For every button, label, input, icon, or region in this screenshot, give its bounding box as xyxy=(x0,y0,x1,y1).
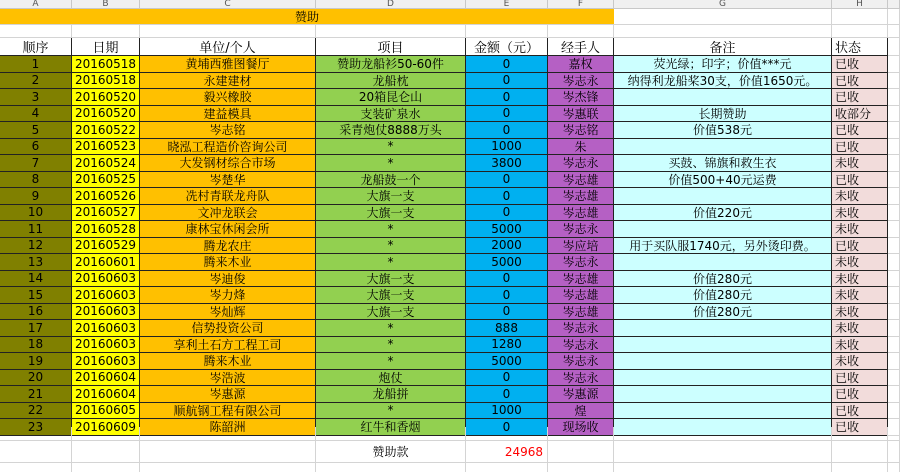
cell-unit[interactable]: 冼村青联龙舟队 xyxy=(140,188,316,205)
cell-status[interactable]: 未收 xyxy=(832,155,888,172)
table-row xyxy=(0,337,900,354)
cell-status[interactable]: 未收 xyxy=(832,304,888,321)
table-row xyxy=(0,238,900,255)
cell-date[interactable]: 20160604 xyxy=(72,386,140,403)
column-header-a[interactable]: A xyxy=(0,0,72,9)
cell-date[interactable]: 20160525 xyxy=(72,172,140,189)
cell-item[interactable]: 龙船枕 xyxy=(316,73,466,90)
empty-cell xyxy=(888,221,900,238)
empty-cell xyxy=(888,271,900,288)
cell-unit[interactable]: 岑惠源 xyxy=(140,386,316,403)
cell-seq[interactable]: 16 xyxy=(0,304,72,321)
empty-cell xyxy=(888,38,900,56)
column-header-row xyxy=(0,0,900,9)
cell-date[interactable]: 20160603 xyxy=(72,304,140,321)
cell-amount[interactable]: 3800 xyxy=(466,155,548,172)
cell-amount[interactable]: 0 xyxy=(466,205,548,222)
cell-amount[interactable]: 0 xyxy=(466,188,548,205)
cell-date[interactable]: 20160523 xyxy=(72,139,140,156)
empty-cell[interactable] xyxy=(72,463,140,472)
empty-cell[interactable] xyxy=(140,463,316,472)
cell-item[interactable]: * xyxy=(316,320,466,337)
cell-amount[interactable]: 888 xyxy=(466,320,548,337)
empty-cell xyxy=(888,254,900,271)
empty-cell[interactable] xyxy=(140,441,316,463)
empty-cell[interactable] xyxy=(466,427,548,441)
cell-note[interactable]: 用于买队服1740元，另外烫印费。 xyxy=(614,238,832,255)
cell-seq[interactable]: 11 xyxy=(0,221,72,238)
table-row xyxy=(0,139,900,156)
empty-cell[interactable] xyxy=(0,441,72,463)
cell-manager[interactable]: 岑志雄 xyxy=(548,304,614,321)
cell-date[interactable]: 20160601 xyxy=(72,254,140,271)
header-manager[interactable]: 经手人 xyxy=(548,38,614,56)
cell-manager[interactable]: 嘉权 xyxy=(548,56,614,73)
cell-unit[interactable]: 文冲龙联会 xyxy=(140,205,316,222)
cell-status[interactable]: 已收 xyxy=(832,139,888,156)
cell-seq[interactable]: 10 xyxy=(0,205,72,222)
header-unit[interactable]: 单位/个人 xyxy=(140,38,316,56)
column-header-filler xyxy=(888,0,900,9)
empty-cell xyxy=(888,238,900,255)
cell-seq[interactable]: 20 xyxy=(0,370,72,387)
empty-cell[interactable] xyxy=(140,25,316,38)
table-row xyxy=(0,89,900,106)
empty-cell xyxy=(888,106,900,123)
cell-item[interactable]: * xyxy=(316,238,466,255)
cell-amount[interactable]: 1000 xyxy=(466,139,548,156)
cell-date[interactable]: 20160529 xyxy=(72,238,140,255)
cell-manager[interactable]: 现场收 xyxy=(548,419,614,436)
empty-cell xyxy=(888,56,900,73)
cell-note[interactable]: 买鼓、锦旗和救生衣 xyxy=(614,155,832,172)
cell-seq[interactable]: 22 xyxy=(0,403,72,420)
cell-item[interactable]: * xyxy=(316,155,466,172)
empty-cell[interactable] xyxy=(614,441,832,463)
empty-cell xyxy=(888,205,900,222)
empty-cell[interactable] xyxy=(0,25,72,38)
cell-seq[interactable]: 17 xyxy=(0,320,72,337)
table-row xyxy=(0,56,900,73)
cell-amount[interactable]: 5000 xyxy=(466,353,548,370)
cell-note[interactable] xyxy=(614,254,832,271)
column-header-e[interactable]: E xyxy=(466,0,548,9)
column-header-c[interactable]: C xyxy=(140,0,316,9)
cell-item[interactable]: * xyxy=(316,353,466,370)
cell-note[interactable] xyxy=(614,370,832,387)
empty-cell[interactable] xyxy=(72,441,140,463)
table-row xyxy=(0,172,900,189)
cell-status[interactable]: 已收 xyxy=(832,419,888,436)
cell-amount[interactable]: 0 xyxy=(466,370,548,387)
cell-note[interactable] xyxy=(614,403,832,420)
empty-cell[interactable] xyxy=(614,463,832,472)
cell-unit[interactable]: 晓泓工程造价咨询公司 xyxy=(140,139,316,156)
cell-amount[interactable]: 0 xyxy=(466,172,548,189)
cell-manager[interactable]: 岑志永 xyxy=(548,370,614,387)
cell-item[interactable]: 大旗一支 xyxy=(316,287,466,304)
empty-cell xyxy=(888,427,900,441)
cell-seq[interactable]: 14 xyxy=(0,271,72,288)
empty-cell[interactable] xyxy=(614,25,832,38)
cell-manager[interactable]: 岑志永 xyxy=(548,254,614,271)
table-row xyxy=(0,254,900,271)
cell-status[interactable]: 已收 xyxy=(832,370,888,387)
table-row xyxy=(0,205,900,222)
cell-unit[interactable]: 信势投资公司 xyxy=(140,320,316,337)
cell-note[interactable]: 长期赞助 xyxy=(614,106,832,123)
cell-date[interactable]: 20160522 xyxy=(72,122,140,139)
empty-cell[interactable] xyxy=(614,427,832,441)
cell-status[interactable]: 已收 xyxy=(832,386,888,403)
header-date[interactable]: 日期 xyxy=(72,38,140,56)
cell-unit[interactable]: 陈韶洲 xyxy=(140,419,316,436)
cell-manager[interactable]: 岑志雄 xyxy=(548,205,614,222)
cell-item[interactable]: 20箱昆仑山 xyxy=(316,89,466,106)
empty-cell xyxy=(888,320,900,337)
cell-manager[interactable]: 岑志永 xyxy=(548,320,614,337)
cell-manager[interactable]: 岑志雄 xyxy=(548,287,614,304)
cell-amount[interactable]: 0 xyxy=(466,287,548,304)
cell-amount[interactable]: 0 xyxy=(466,419,548,436)
empty-cell[interactable] xyxy=(548,427,614,441)
cell-item[interactable]: 采青炮仗8888万头 xyxy=(316,122,466,139)
cell-item[interactable]: 大旗一支 xyxy=(316,188,466,205)
cell-date[interactable]: 20160605 xyxy=(72,403,140,420)
cell-amount[interactable]: 0 xyxy=(466,89,548,106)
empty-cell xyxy=(888,386,900,403)
empty-cell xyxy=(888,89,900,106)
cell-date[interactable]: 20160518 xyxy=(72,56,140,73)
cell-manager[interactable]: 岑志永 xyxy=(548,155,614,172)
blank-row xyxy=(0,25,900,38)
table-row xyxy=(0,106,900,123)
cell-amount[interactable]: 5000 xyxy=(466,254,548,271)
cell-date[interactable]: 20160603 xyxy=(72,353,140,370)
cell-seq[interactable]: 1 xyxy=(0,56,72,73)
cell-manager[interactable]: 岑志雄 xyxy=(548,188,614,205)
empty-cell xyxy=(888,304,900,321)
table-row xyxy=(0,271,900,288)
empty-cell xyxy=(888,172,900,189)
cell-item[interactable]: 大旗一支 xyxy=(316,304,466,321)
cell-seq[interactable]: 7 xyxy=(0,155,72,172)
cell-manager[interactable]: 岑志永 xyxy=(548,337,614,354)
cell-manager[interactable]: 岑志雄 xyxy=(548,172,614,189)
column-header-f[interactable]: F xyxy=(548,0,614,9)
title-row xyxy=(0,9,900,25)
cell-date[interactable]: 20160609 xyxy=(72,419,140,436)
cell-seq[interactable]: 21 xyxy=(0,386,72,403)
cell-unit[interactable]: 建益模具 xyxy=(140,106,316,123)
cell-unit[interactable]: 岑楚华 xyxy=(140,172,316,189)
empty-cell[interactable] xyxy=(466,25,548,38)
cell-manager[interactable]: 朱 xyxy=(548,139,614,156)
empty-cell[interactable] xyxy=(548,463,614,472)
cell-manager[interactable]: 岑惠源 xyxy=(548,386,614,403)
cell-amount[interactable]: 1280 xyxy=(466,337,548,354)
cell-status[interactable]: 未收 xyxy=(832,287,888,304)
cell-item[interactable]: 大旗一支 xyxy=(316,205,466,222)
cell-note[interactable] xyxy=(614,386,832,403)
cell-status[interactable]: 已收 xyxy=(832,172,888,189)
cell-item[interactable]: 赞助龙船衫50-60件 xyxy=(316,56,466,73)
cell-amount[interactable]: 2000 xyxy=(466,238,548,255)
empty-cell[interactable] xyxy=(832,25,888,38)
header-status[interactable]: 状态 xyxy=(832,38,888,56)
column-header-h[interactable]: H xyxy=(832,0,888,9)
cell-seq[interactable]: 9 xyxy=(0,188,72,205)
empty-cell xyxy=(888,353,900,370)
cell-note[interactable] xyxy=(614,188,832,205)
cell-note[interactable]: 价值280元 xyxy=(614,304,832,321)
empty-cell[interactable] xyxy=(832,463,888,472)
table-row xyxy=(0,353,900,370)
cell-seq[interactable]: 18 xyxy=(0,337,72,354)
empty-cell xyxy=(888,463,900,472)
empty-cell xyxy=(888,403,900,420)
table-row xyxy=(0,386,900,403)
cell-status[interactable]: 已收 xyxy=(832,403,888,420)
cell-status[interactable]: 已收 xyxy=(832,73,888,90)
cell-date[interactable]: 20160520 xyxy=(72,106,140,123)
cell-amount[interactable]: 0 xyxy=(466,304,548,321)
cell-date[interactable]: 20160526 xyxy=(72,188,140,205)
total-row xyxy=(0,441,900,463)
cell-manager[interactable]: 岑志永 xyxy=(548,221,614,238)
cell-amount[interactable]: 5000 xyxy=(466,221,548,238)
cell-date[interactable]: 20160603 xyxy=(72,287,140,304)
cell-note[interactable]: 价值500+40元运费 xyxy=(614,172,832,189)
cell-status[interactable]: 已收 xyxy=(832,56,888,73)
cell-status[interactable]: 未收 xyxy=(832,221,888,238)
cell-item[interactable]: * xyxy=(316,139,466,156)
empty-cell[interactable] xyxy=(614,9,832,25)
cell-amount[interactable]: 0 xyxy=(466,386,548,403)
cell-unit[interactable]: 享利土石方工程工司 xyxy=(140,337,316,354)
cell-unit[interactable]: 毅兴橡胶 xyxy=(140,89,316,106)
table-row xyxy=(0,221,900,238)
cell-unit[interactable]: 岑迪俊 xyxy=(140,271,316,288)
cell-note[interactable]: 荧光绿；印字；价值***元 xyxy=(614,56,832,73)
cell-manager[interactable]: 岑志铭 xyxy=(548,122,614,139)
header-amount[interactable]: 金额（元） xyxy=(466,38,548,56)
cell-note[interactable] xyxy=(614,139,832,156)
cell-date[interactable]: 20160518 xyxy=(72,73,140,90)
cell-seq[interactable]: 4 xyxy=(0,106,72,123)
cell-amount[interactable]: 0 xyxy=(466,122,548,139)
cell-date[interactable]: 20160527 xyxy=(72,205,140,222)
cell-date[interactable]: 20160603 xyxy=(72,271,140,288)
table-row xyxy=(0,73,900,90)
cell-amount[interactable]: 0 xyxy=(466,271,548,288)
cell-seq[interactable]: 13 xyxy=(0,254,72,271)
cell-amount[interactable]: 0 xyxy=(466,56,548,73)
cell-manager[interactable]: 岑志永 xyxy=(548,73,614,90)
empty-cell xyxy=(888,139,900,156)
cell-unit[interactable]: 腾来木业 xyxy=(140,353,316,370)
empty-cell[interactable] xyxy=(72,25,140,38)
cell-amount[interactable]: 0 xyxy=(466,106,548,123)
empty-cell[interactable] xyxy=(548,25,614,38)
empty-cell[interactable] xyxy=(832,9,888,25)
cell-manager[interactable]: 岑志雄 xyxy=(548,271,614,288)
cell-seq[interactable]: 19 xyxy=(0,353,72,370)
cell-manager[interactable]: 岑杰锋 xyxy=(548,89,614,106)
table-row xyxy=(0,188,900,205)
cell-unit[interactable]: 岑志铭 xyxy=(140,122,316,139)
empty-cell[interactable] xyxy=(0,463,72,472)
column-header-b[interactable]: B xyxy=(72,0,140,9)
cell-seq[interactable]: 5 xyxy=(0,122,72,139)
cell-item[interactable]: 大旗一支 xyxy=(316,271,466,288)
cell-item[interactable]: * xyxy=(316,337,466,354)
cell-seq[interactable]: 3 xyxy=(0,89,72,106)
cell-status[interactable]: 未收 xyxy=(832,271,888,288)
cell-status[interactable]: 已收 xyxy=(832,122,888,139)
cell-unit[interactable]: 大发钢材综合市场 xyxy=(140,155,316,172)
table-row xyxy=(0,287,900,304)
table-row xyxy=(0,122,900,139)
header-seq[interactable]: 顺序 xyxy=(0,38,72,56)
column-header-g[interactable]: G xyxy=(614,0,832,9)
empty-cell xyxy=(888,370,900,387)
cell-date[interactable]: 20160604 xyxy=(72,370,140,387)
cell-seq[interactable]: 2 xyxy=(0,73,72,90)
empty-cell xyxy=(888,287,900,304)
cell-manager[interactable]: 煌 xyxy=(548,403,614,420)
empty-cell xyxy=(888,25,900,38)
empty-cell[interactable] xyxy=(832,441,888,463)
empty-cell[interactable] xyxy=(832,427,888,441)
empty-cell[interactable] xyxy=(466,463,548,472)
cell-seq[interactable]: 12 xyxy=(0,238,72,255)
table-header-row xyxy=(0,38,900,56)
table-row xyxy=(0,403,900,420)
cell-note[interactable]: 价值538元 xyxy=(614,122,832,139)
cell-note[interactable]: 纳得利龙船桨30支，价值1650元。 xyxy=(614,73,832,90)
cell-status[interactable]: 未收 xyxy=(832,188,888,205)
cell-note[interactable] xyxy=(614,353,832,370)
empty-cell xyxy=(888,188,900,205)
header-item[interactable]: 项目 xyxy=(316,38,466,56)
cell-note[interactable] xyxy=(614,89,832,106)
cell-date[interactable]: 20160520 xyxy=(72,89,140,106)
cell-seq[interactable]: 6 xyxy=(0,139,72,156)
cell-note[interactable]: 价值220元 xyxy=(614,205,832,222)
empty-cell xyxy=(888,73,900,90)
table-row xyxy=(0,320,900,337)
total-value[interactable]: 24968 xyxy=(466,441,548,463)
cell-manager[interactable]: 岑惠联 xyxy=(548,106,614,123)
table-row xyxy=(0,155,900,172)
cell-unit[interactable]: 岑力烽 xyxy=(140,287,316,304)
cell-manager[interactable]: 岑应培 xyxy=(548,238,614,255)
column-header-d[interactable]: D xyxy=(316,0,466,9)
cell-seq[interactable]: 23 xyxy=(0,419,72,436)
cell-note[interactable]: 价值280元 xyxy=(614,271,832,288)
cell-status[interactable]: 未收 xyxy=(832,337,888,354)
empty-cell[interactable] xyxy=(316,463,466,472)
cell-status[interactable]: 已收 xyxy=(832,89,888,106)
blank-row xyxy=(0,427,900,441)
cell-amount[interactable]: 1000 xyxy=(466,403,548,420)
cell-status[interactable]: 未收 xyxy=(832,320,888,337)
cell-item[interactable]: 红牛和香烟 xyxy=(316,419,466,436)
empty-cell[interactable] xyxy=(72,427,140,441)
cell-item[interactable]: * xyxy=(316,403,466,420)
total-label[interactable]: 赞助款 xyxy=(316,441,466,463)
table-row xyxy=(0,370,900,387)
empty-cell xyxy=(888,155,900,172)
cell-date[interactable]: 20160603 xyxy=(72,320,140,337)
cell-status[interactable]: 已收 xyxy=(832,238,888,255)
cell-item[interactable]: 支装矿泉水 xyxy=(316,106,466,123)
empty-cell[interactable] xyxy=(140,427,316,441)
table-row xyxy=(0,304,900,321)
cell-unit[interactable]: 腾龙农庄 xyxy=(140,238,316,255)
cell-item[interactable]: * xyxy=(316,254,466,271)
cell-status[interactable]: 未收 xyxy=(832,353,888,370)
cell-item[interactable]: 龙船拼 xyxy=(316,386,466,403)
cell-unit[interactable]: 永建建材 xyxy=(140,73,316,90)
empty-cell xyxy=(888,9,900,25)
cell-unit[interactable]: 康林宝休闲会所 xyxy=(140,221,316,238)
cell-amount[interactable]: 0 xyxy=(466,73,548,90)
cell-unit[interactable]: 岑灿辉 xyxy=(140,304,316,321)
cell-unit[interactable]: 顺航钢工程有限公司 xyxy=(140,403,316,420)
empty-cell[interactable] xyxy=(316,427,466,441)
empty-cell[interactable] xyxy=(548,441,614,463)
cell-item[interactable]: 龙船鼓一个 xyxy=(316,172,466,189)
cell-seq[interactable]: 15 xyxy=(0,287,72,304)
cell-item[interactable]: 炮仗 xyxy=(316,370,466,387)
cell-seq[interactable]: 8 xyxy=(0,172,72,189)
cell-unit[interactable]: 岑浩波 xyxy=(140,370,316,387)
cell-manager[interactable]: 岑志永 xyxy=(548,353,614,370)
cell-status[interactable]: 未收 xyxy=(832,205,888,222)
empty-cell[interactable] xyxy=(0,427,72,441)
header-note[interactable]: 备注 xyxy=(614,38,832,56)
cell-unit[interactable]: 腾来木业 xyxy=(140,254,316,271)
cell-date[interactable]: 20160524 xyxy=(72,155,140,172)
cell-status[interactable]: 收部分 xyxy=(832,106,888,123)
cell-item[interactable]: * xyxy=(316,221,466,238)
empty-cell xyxy=(888,441,900,463)
cell-date[interactable]: 20160603 xyxy=(72,337,140,354)
empty-cell xyxy=(888,337,900,354)
blank-row xyxy=(0,463,900,472)
empty-cell[interactable] xyxy=(316,25,466,38)
cell-note[interactable]: 价值280元 xyxy=(614,287,832,304)
cell-note[interactable] xyxy=(614,221,832,238)
cell-unit[interactable]: 黄埔西雅图餐厅 xyxy=(140,56,316,73)
cell-note[interactable] xyxy=(614,320,832,337)
cell-date[interactable]: 20160528 xyxy=(72,221,140,238)
cell-note[interactable] xyxy=(614,337,832,354)
title-cell[interactable]: 赞助 xyxy=(0,9,614,25)
cell-status[interactable]: 未收 xyxy=(832,254,888,271)
empty-cell xyxy=(888,122,900,139)
